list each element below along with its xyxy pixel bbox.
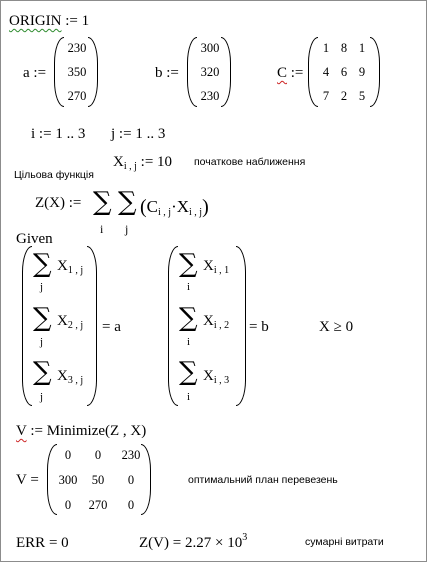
err-value: 0 xyxy=(61,535,69,551)
z-def-c: C xyxy=(146,197,159,216)
range-i-assign: := xyxy=(38,126,52,142)
range-j-var: j xyxy=(111,126,116,142)
mat-c-cell: 7 xyxy=(322,89,330,103)
constraint-right-eq[interactable]: = b xyxy=(249,319,269,335)
constraint-left-sub: 1 , j xyxy=(67,265,84,276)
mat-c-cell: 9 xyxy=(358,65,366,79)
result-cell: 0 xyxy=(64,498,72,512)
z-def-term: (Ci , j·Xi , j) xyxy=(140,196,209,218)
x-init-assign: := xyxy=(140,154,154,170)
target-function-label[interactable]: Цільова функція xyxy=(14,169,94,181)
constraint-right-x: X xyxy=(203,368,214,384)
constraint-right-term xyxy=(203,259,229,274)
zv-lhs: Z(V) xyxy=(139,535,169,551)
x-init-comment[interactable]: початкове наближення xyxy=(194,156,306,168)
result-cell: 230 xyxy=(121,448,141,462)
constraint-left-x: X xyxy=(57,258,68,274)
origin-assign: := xyxy=(65,13,78,29)
constraint-left-sub: 3 , j xyxy=(67,375,84,386)
z-def-lhs-text: Z(X) xyxy=(35,195,65,211)
result-cell: 0 xyxy=(64,448,72,462)
range-j-value: 1 .. 3 xyxy=(135,126,166,142)
minimize-expr: Minimize(Z , X) xyxy=(46,423,147,439)
origin-definition[interactable] xyxy=(9,14,89,29)
vec-a-name: a xyxy=(23,65,30,81)
vec-a-cell: 350 xyxy=(67,65,87,79)
constraint-left-term xyxy=(57,369,83,384)
constraint-left-term xyxy=(57,314,83,329)
z-def-x: X xyxy=(176,197,190,216)
zv-exp: 3 xyxy=(242,532,248,543)
mat-c-cell: 8 xyxy=(340,41,348,55)
mat-c-name: C xyxy=(277,65,288,81)
mat-c-cell: 6 xyxy=(340,65,348,79)
x-init-value: 10 xyxy=(157,154,173,170)
sum-j-index: j xyxy=(125,222,129,236)
constraint-right-sub: i , 1 xyxy=(213,265,230,276)
result-eq: = xyxy=(30,472,39,488)
sum-j-symbol: ∑ xyxy=(118,187,137,217)
constraint-right-index: i xyxy=(187,336,191,348)
x-init-definition[interactable] xyxy=(113,155,172,170)
result-cell: 50 xyxy=(91,473,105,487)
mat-c-right-paren xyxy=(370,37,380,107)
vec-a-label[interactable] xyxy=(23,66,46,81)
constraint-right-term xyxy=(203,369,229,384)
constraint-left-index: j xyxy=(40,336,44,348)
range-j-assign: := xyxy=(118,126,132,142)
constraint-right-x: X xyxy=(203,258,214,274)
origin-var: ORIGIN xyxy=(9,13,62,29)
err-var: ERR xyxy=(16,535,46,551)
constraint-right-sum-icon: ∑ xyxy=(179,303,198,333)
constraint-left-sub: 2 , j xyxy=(67,320,84,331)
constraint-left-index: j xyxy=(40,281,44,293)
constraint-left-sum-icon: ∑ xyxy=(33,303,52,333)
nonneg-constraint[interactable]: X ≥ 0 xyxy=(319,319,354,335)
vec-b-name: b xyxy=(155,65,163,81)
z-def-dot: · xyxy=(171,197,177,216)
mat-c-label[interactable] xyxy=(277,66,303,81)
origin-value: 1 xyxy=(81,13,90,29)
vec-b-cell: 300 xyxy=(200,41,220,55)
mat-c-cell: 1 xyxy=(322,41,330,55)
constraint-right-index: i xyxy=(187,391,191,403)
constraint-right-sub: i , 3 xyxy=(213,375,230,386)
result-cell: 0 xyxy=(94,448,102,462)
result-cell: 0 xyxy=(127,473,135,487)
mat-c-cell: 1 xyxy=(358,41,366,55)
z-def-lhs[interactable] xyxy=(35,196,81,211)
zv-comment[interactable]: сумарні витрати xyxy=(305,536,384,548)
vec-a-assign: := xyxy=(33,65,47,81)
constraint-right-sum-icon: ∑ xyxy=(179,249,198,279)
sum-i-symbol: ∑ xyxy=(93,187,112,217)
x-init-subscript: i , j xyxy=(123,161,137,172)
range-i-value: 1 .. 3 xyxy=(55,126,86,142)
result-cell: 300 xyxy=(58,473,78,487)
mat-c-cell: 4 xyxy=(322,65,330,79)
constraint-left-index: j xyxy=(40,391,44,403)
vec-b-cell: 320 xyxy=(200,65,220,79)
z-def-assign: := xyxy=(68,195,82,211)
vec-b-label[interactable] xyxy=(155,66,179,81)
minimize-assign: := xyxy=(30,423,43,439)
constraint-left-left-paren xyxy=(22,246,32,406)
zv-base: 10 xyxy=(227,535,243,551)
err-eq: = xyxy=(48,535,58,551)
vec-a-cell: 230 xyxy=(67,41,87,55)
sum-i-index: i xyxy=(100,222,104,236)
constraint-left-right-paren xyxy=(87,246,97,406)
constraint-right-right-paren xyxy=(236,246,246,406)
err-definition[interactable] xyxy=(16,536,69,551)
vec-a-cell: 270 xyxy=(67,89,87,103)
result-cell: 0 xyxy=(127,498,135,512)
range-j-definition[interactable] xyxy=(111,127,165,142)
z-def-c-sub: i , j xyxy=(158,207,172,218)
constraint-right-index: i xyxy=(187,281,191,293)
minimize-definition[interactable] xyxy=(16,424,146,439)
vec-b-assign: := xyxy=(166,65,179,81)
result-cell: 270 xyxy=(88,498,108,512)
constraint-left-term xyxy=(57,259,83,274)
constraint-left-x: X xyxy=(57,313,68,329)
constraint-left-sum-icon: ∑ xyxy=(33,249,52,279)
x-init-var: X xyxy=(113,154,124,170)
minimize-var: V xyxy=(16,423,27,439)
z-def-x-sub: i , j xyxy=(189,207,203,218)
constraint-left-eq[interactable]: = a xyxy=(102,319,121,335)
constraint-left-sum-icon: ∑ xyxy=(33,357,52,387)
mat-c-assign: := xyxy=(290,65,304,81)
result-comment[interactable]: оптимальний план перевезень xyxy=(188,474,338,486)
given-keyword[interactable]: Given xyxy=(16,231,53,247)
zv-evaluation[interactable] xyxy=(139,532,248,551)
constraint-right-x: X xyxy=(203,313,214,329)
zv-times: × xyxy=(214,535,224,551)
result-var: V xyxy=(16,472,27,488)
range-i-var: i xyxy=(31,126,36,142)
result-label[interactable] xyxy=(16,473,39,488)
constraint-right-sub: i , 2 xyxy=(213,320,230,331)
zv-mantissa: 2.27 xyxy=(184,535,212,551)
zv-eq: = xyxy=(172,535,182,551)
range-i-definition[interactable] xyxy=(31,127,85,142)
constraint-right-term xyxy=(203,314,229,329)
mat-c-cell: 5 xyxy=(358,89,366,103)
mat-c-cell: 2 xyxy=(340,89,348,103)
vec-b-cell: 230 xyxy=(200,89,220,103)
constraint-right-sum-icon: ∑ xyxy=(179,357,198,387)
constraint-right-left-paren xyxy=(168,246,178,406)
constraint-left-x: X xyxy=(57,368,68,384)
